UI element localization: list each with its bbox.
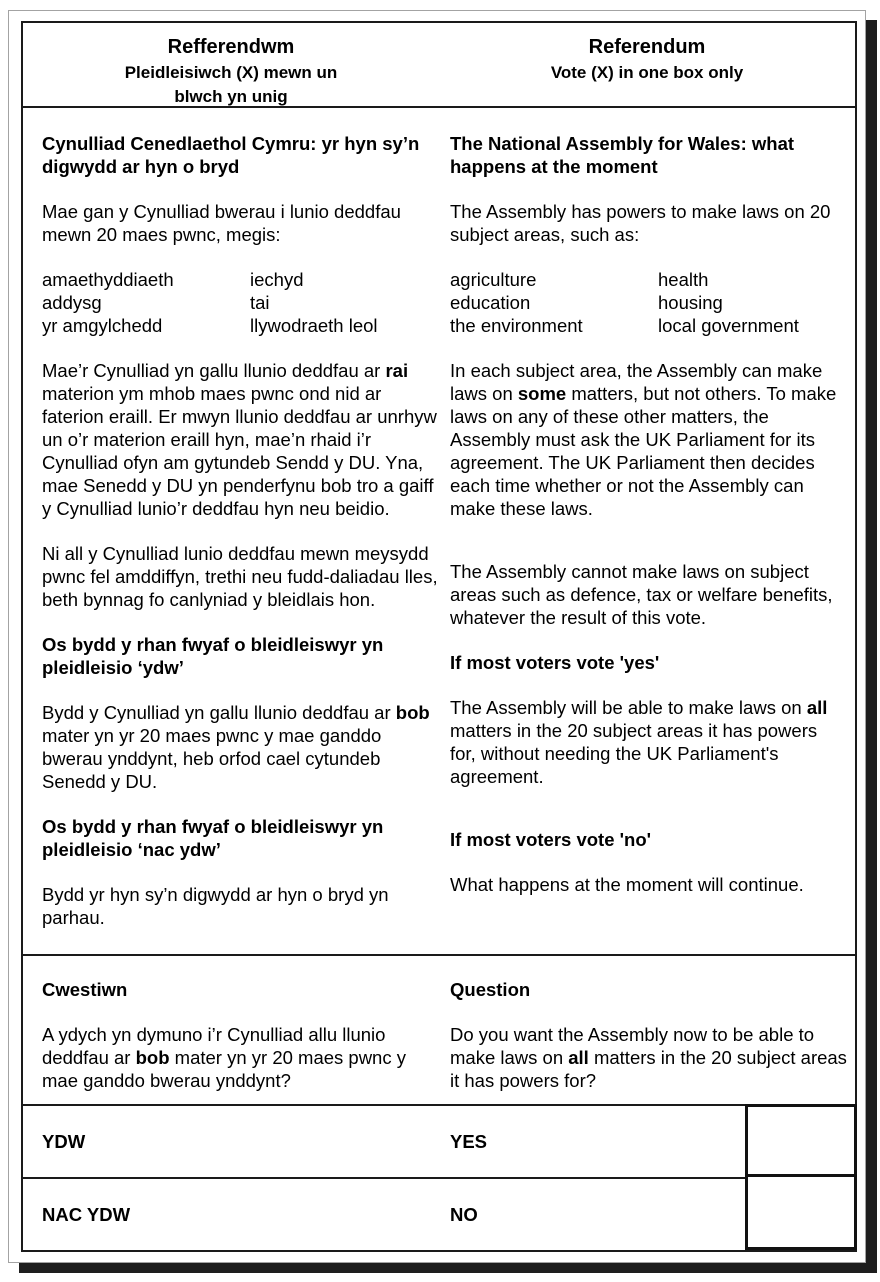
english-subject: health — [658, 269, 709, 290]
welsh-para-no: Bydd yr hyn sy’n digwydd ar hyn o bryd yn parhau. — [42, 884, 389, 928]
english-subject: education — [450, 292, 531, 313]
answer-rows — [23, 1104, 855, 1250]
english-question-text: Do you want the Assembly now to be able to make laws on all matters in the 20 subject areas it has powers for? — [450, 1024, 847, 1091]
english-heading-no: If most voters vote 'no' — [450, 829, 652, 850]
no-vote-box[interactable] — [745, 1174, 857, 1250]
header-english — [439, 23, 855, 106]
english-subject: the environment — [450, 315, 583, 336]
welsh-subject: tai — [250, 292, 270, 313]
welsh-subject: addysg — [42, 292, 102, 313]
welsh-subject: yr amgylchedd — [42, 315, 163, 336]
english-para-cannot: The Assembly cannot make laws on subject areas such as defence, tax or welfare benefits, whatever the result of this vote. — [450, 561, 833, 628]
welsh-para-yes: Bydd y Cynulliad yn gallu llunio deddfau ar bob mater yn yr 20 maes pwnc y mae ganddo bwerau ynddynt, heb orfod cael cytundeb Senedd y DU. — [42, 702, 430, 792]
welsh-column — [23, 108, 439, 954]
ballot-frame — [21, 21, 857, 1252]
welsh-question-text: A ydych yn dymuno i’r Cynulliad allu llunio deddfau ar bob mater yn yr 20 maes pwnc y mae ganddo bwerau ynddynt? — [42, 1024, 406, 1091]
welsh-question-heading: Cwestiwn — [42, 979, 128, 1000]
welsh-heading-no: Os bydd y rhan fwyaf o bleidleiswyr yn pleidleisio ‘nac ydw’ — [42, 816, 384, 860]
welsh-subject: llywodraeth leol — [250, 315, 378, 336]
english-question-heading: Question — [450, 979, 531, 1000]
english-heading-current: The National Assembly for Wales: what happens at the moment — [450, 133, 795, 177]
english-instruction: Vote (X) in one box only — [550, 63, 744, 82]
welsh-subject-list — [42, 268, 439, 337]
explanation-section — [23, 106, 855, 954]
option-row-no — [23, 1177, 855, 1250]
header-section — [23, 23, 855, 106]
option-row-yes — [23, 1104, 855, 1177]
english-intro: The Assembly has powers to make laws on 20 subject areas, such as: — [450, 201, 831, 245]
welsh-subject: amaethyddiaeth — [42, 269, 174, 290]
english-subject: housing — [658, 292, 723, 313]
welsh-title: Refferendwm — [167, 36, 295, 58]
welsh-heading-current: Cynulliad Cenedlaethol Cymru: yr hyn sy’n digwydd ar hyn o bryd — [42, 133, 420, 177]
option-label-no: NO — [450, 1203, 478, 1225]
welsh-instruction: Pleidleisiwch (X) mewn un blwch yn unig — [124, 63, 338, 106]
welsh-subject: iechyd — [250, 269, 304, 290]
english-heading-yes: If most voters vote 'yes' — [450, 652, 660, 673]
vote-box-column — [745, 1104, 857, 1250]
english-question — [439, 956, 855, 1104]
english-para-yes: The Assembly will be able to make laws on all matters in the 20 subject areas it has powers for, without needing the UK Parliament's agreement. — [450, 697, 828, 787]
question-section — [23, 954, 855, 1104]
welsh-question — [23, 956, 439, 1104]
option-label-yes: YES — [450, 1130, 488, 1152]
english-subject: agriculture — [450, 269, 537, 290]
english-para-some: In each subject area, the Assembly can make laws on some matters, but not others. To make laws on any of these other matters, the Assembly must ask the UK Parliament for its agreement. The UK Parliament then decides each time whether or not the Assembly can make these laws. — [450, 360, 837, 519]
header-welsh — [23, 23, 439, 106]
english-para-no: What happens at the moment will continue. — [450, 874, 804, 895]
welsh-intro: Mae gan y Cynulliad bwerau i lunio deddfau mewn 20 maes pwnc, megis: — [42, 201, 401, 245]
english-subject: local government — [658, 315, 799, 336]
yes-vote-box[interactable] — [745, 1104, 857, 1177]
option-label-nac-ydw: NAC YDW — [42, 1203, 131, 1225]
english-subject-list — [450, 268, 847, 337]
welsh-heading-yes: Os bydd y rhan fwyaf o bleidleiswyr yn pleidleisio ‘ydw’ — [42, 634, 384, 678]
option-label-ydw: YDW — [42, 1130, 86, 1152]
english-column — [439, 108, 855, 954]
welsh-para-cannot: Ni all y Cynulliad lunio deddfau mewn meysydd pwnc fel amddiffyn, trethi neu fudd-daliadau lles, beth bynnag fo canlyniad y bleidlais hon. — [42, 543, 438, 610]
english-title: Referendum — [588, 36, 706, 58]
welsh-para-some: Mae’r Cynulliad yn gallu llunio deddfau ar rai materion ym mhob maes pwnc ond nid ar faterion eraill. Er mwyn llunio deddfau ar unrhyw un o’r materion eraill hyn, mae’n rhaid i’r Cynulliad ofyn am gytundeb Sendd y DU. Yna, mae Senedd y DU yn penderfynu bob tro a gaiff y Cynulliad lunio’r deddfau hyn neu beidio. — [42, 360, 437, 519]
ballot-paper — [8, 10, 866, 1263]
